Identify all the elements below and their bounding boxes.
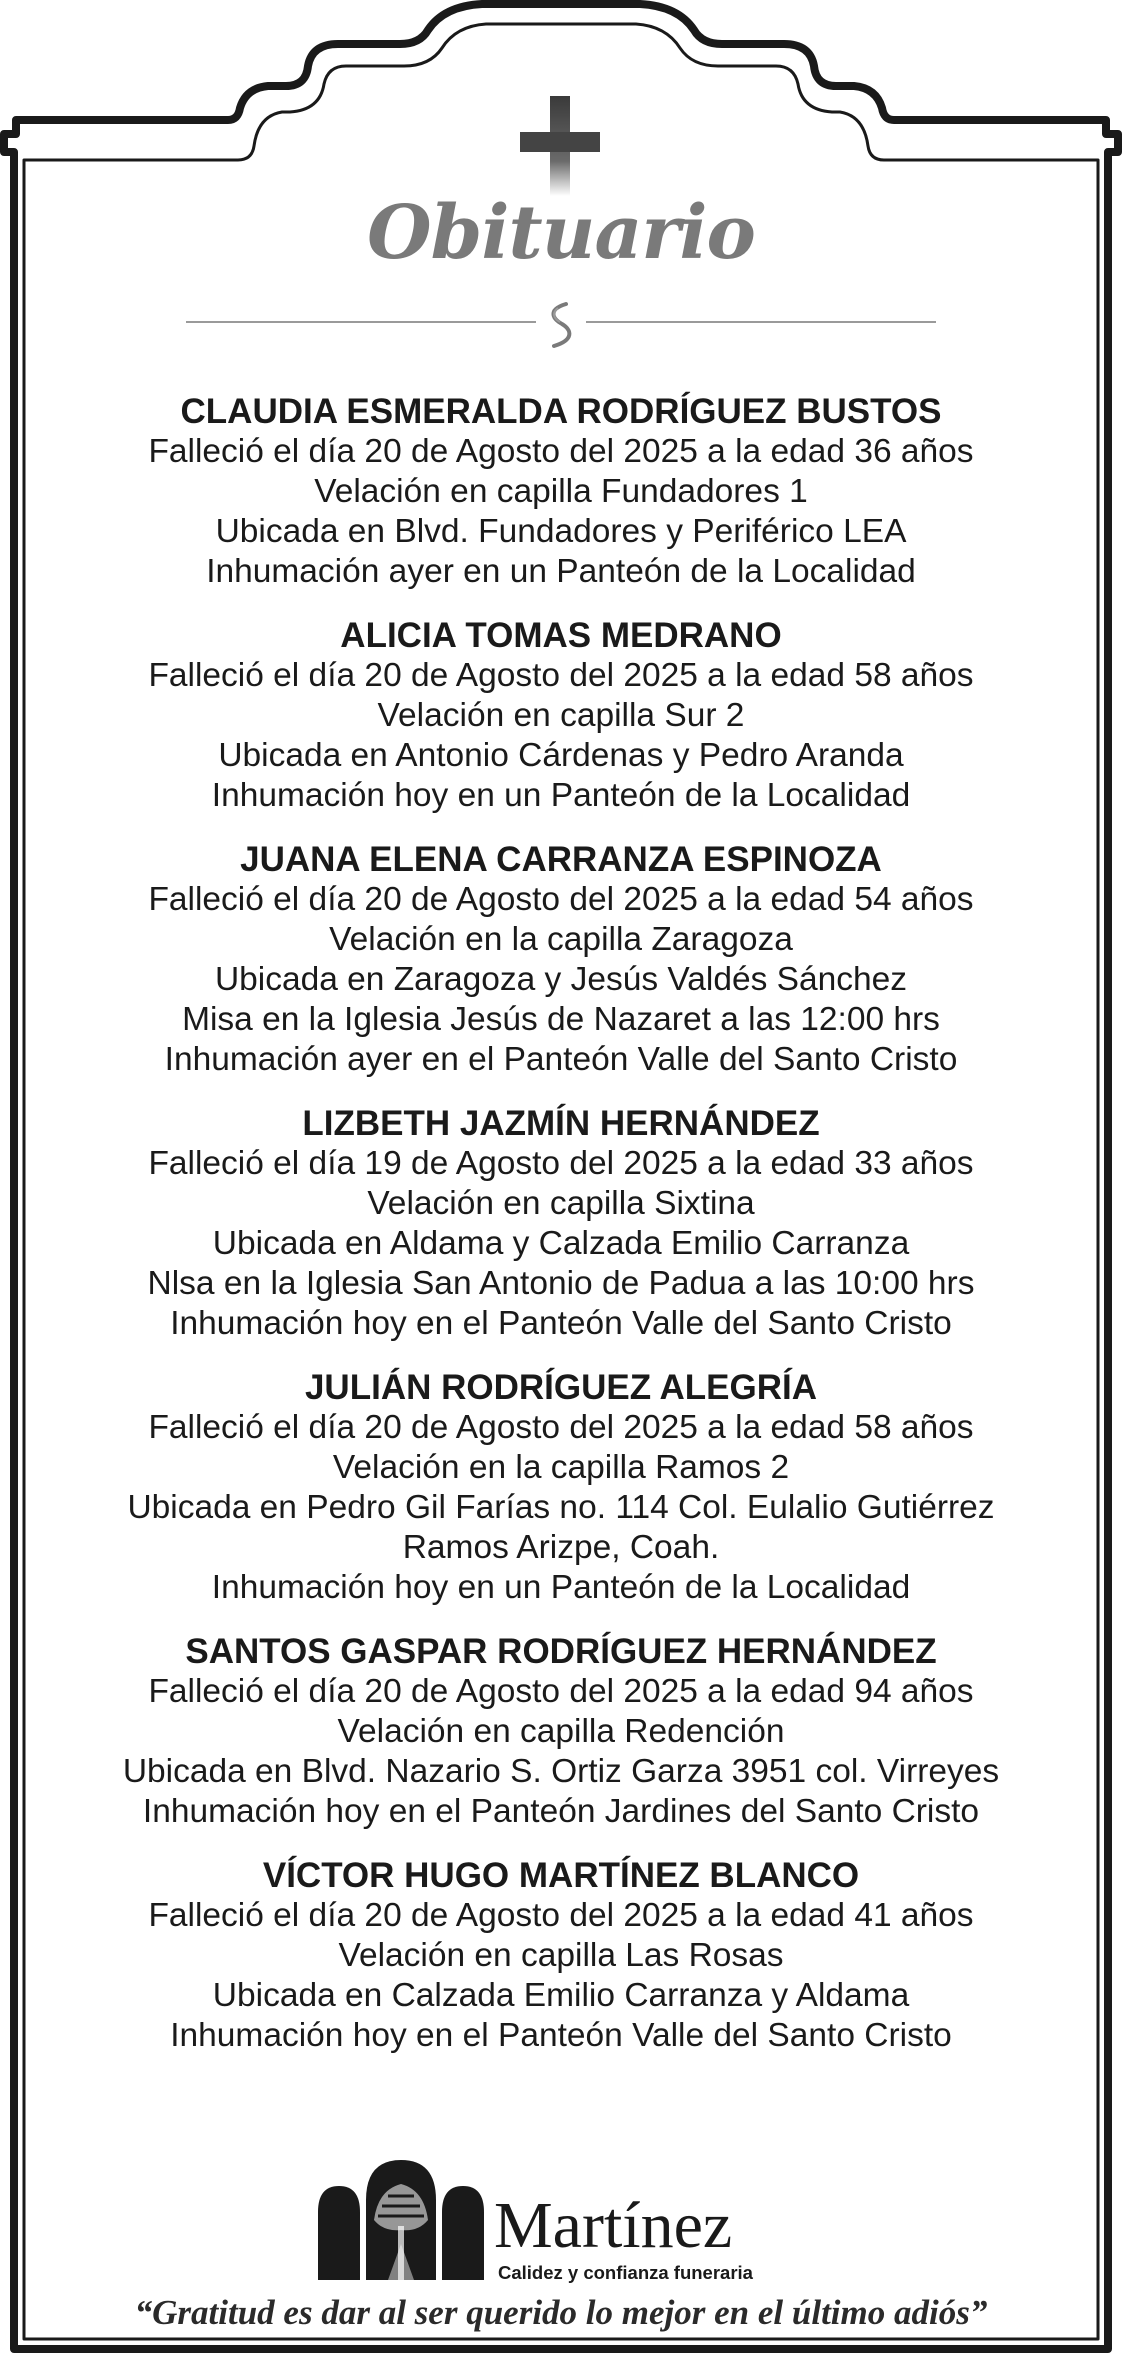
- entry-line: Velación en capilla Redención: [337, 1713, 785, 1750]
- entry-line: Ubicada en Zaragoza y Jesús Valdés Sánchez: [214, 961, 908, 998]
- entry-line: Inhumación hoy en el Panteón Jardines del Santo Cristo: [142, 1793, 980, 1830]
- deceased-name: CLAUDIA ESMERALDA RODRÍGUEZ BUSTOS: [180, 392, 942, 431]
- obituary-entry: [40, 1104, 1082, 1344]
- obituary-entry: [40, 1856, 1082, 2056]
- entry-line: Ubicada en Calzada Emilio Carranza y Aldama: [212, 1977, 910, 2014]
- header: [0, 0, 1122, 360]
- entry-line: Ramos Arizpe, Coah.: [402, 1529, 720, 1566]
- scroll-ornament-icon: [186, 300, 936, 350]
- brand-tagline: Calidez y confianza funeraria: [498, 2262, 753, 2283]
- entry-line: Falleció el día 20 de Agosto del 2025 a la edad 36 años: [148, 433, 974, 470]
- entry-line: Inhumación hoy en el Panteón Valle del Santo Cristo: [170, 2017, 952, 2054]
- entry-line: Inhumación hoy en el Panteón Valle del Santo Cristo: [170, 1305, 952, 1342]
- entry-line: Ubicada en Blvd. Fundadores y Periférico LEA: [215, 513, 907, 550]
- entry-line: Falleció el día 20 de Agosto del 2025 a la edad 58 años: [148, 657, 974, 694]
- entry-line: Inhumación hoy en un Panteón de la Localidad: [211, 777, 911, 814]
- entry-line: Velación en la capilla Ramos 2: [332, 1449, 790, 1486]
- entry-line: Inhumación hoy en un Panteón de la Localidad: [211, 1569, 911, 1606]
- entry-line: Nlsa en la Iglesia San Antonio de Padua a las 10:00 hrs: [147, 1265, 975, 1302]
- deceased-name: JULIÁN RODRÍGUEZ ALEGRÍA: [304, 1368, 818, 1407]
- funeral-home-logo-icon: [318, 2160, 484, 2280]
- entry-line: Ubicada en Aldama y Calzada Emilio Carranza: [212, 1225, 910, 1262]
- cross-icon: [520, 96, 600, 196]
- deceased-name: ALICIA TOMAS MEDRANO: [340, 616, 782, 655]
- slogan: “Gratitud es dar al ser querido lo mejor en el último adiós”: [134, 2293, 988, 2332]
- entry-line: Falleció el día 20 de Agosto del 2025 a la edad 54 años: [148, 881, 974, 918]
- obituary-entry: [40, 392, 1082, 592]
- deceased-name: VÍCTOR HUGO MARTÍNEZ BLANCO: [262, 1856, 860, 1895]
- entry-line: Falleció el día 20 de Agosto del 2025 a la edad 94 años: [148, 1673, 974, 1710]
- entry-line: Ubicada en Antonio Cárdenas y Pedro Aranda: [218, 737, 904, 774]
- entry-line: Falleció el día 20 de Agosto del 2025 a la edad 41 años: [148, 1897, 974, 1934]
- obituary-entry: [40, 616, 1082, 816]
- entry-line: Inhumación ayer en un Panteón de la Localidad: [206, 553, 916, 590]
- brand-name: Martínez: [494, 2189, 733, 2262]
- page-title: Obituario: [367, 190, 755, 276]
- entry-line: Velación en capilla Fundadores 1: [314, 473, 808, 510]
- entry-line: Velación en la capilla Zaragoza: [329, 921, 793, 958]
- entry-line: Inhumación ayer en el Panteón Valle del Santo Cristo: [164, 1041, 958, 1078]
- entry-line: Falleció el día 19 de Agosto del 2025 a la edad 33 años: [148, 1145, 974, 1182]
- entry-line: Ubicada en Blvd. Nazario S. Ortiz Garza 3951 col. Virreyes: [122, 1753, 1000, 1790]
- obituary-entry: [40, 840, 1082, 1080]
- entry-line: Velación en capilla Las Rosas: [338, 1937, 784, 1974]
- entry-line: Falleció el día 20 de Agosto del 2025 a la edad 58 años: [148, 1409, 974, 1446]
- entry-line: Ubicada en Pedro Gil Farías no. 114 Col. Eulalio Gutiérrez: [127, 1489, 995, 1526]
- deceased-name: SANTOS GASPAR RODRÍGUEZ HERNÁNDEZ: [185, 1632, 937, 1671]
- entry-line: Velación en capilla Sixtina: [367, 1185, 755, 1222]
- obituary-list: [40, 392, 1082, 2080]
- deceased-name: LIZBETH JAZMÍN HERNÁNDEZ: [302, 1104, 820, 1143]
- deceased-name: JUANA ELENA CARRANZA ESPINOZA: [240, 840, 882, 879]
- entry-line: Misa en la Iglesia Jesús de Nazaret a las 12:00 hrs: [182, 1001, 940, 1038]
- obituary-entry: [40, 1368, 1082, 1608]
- entry-line: Velación en capilla Sur 2: [377, 697, 745, 734]
- obituary-entry: [40, 1632, 1082, 1832]
